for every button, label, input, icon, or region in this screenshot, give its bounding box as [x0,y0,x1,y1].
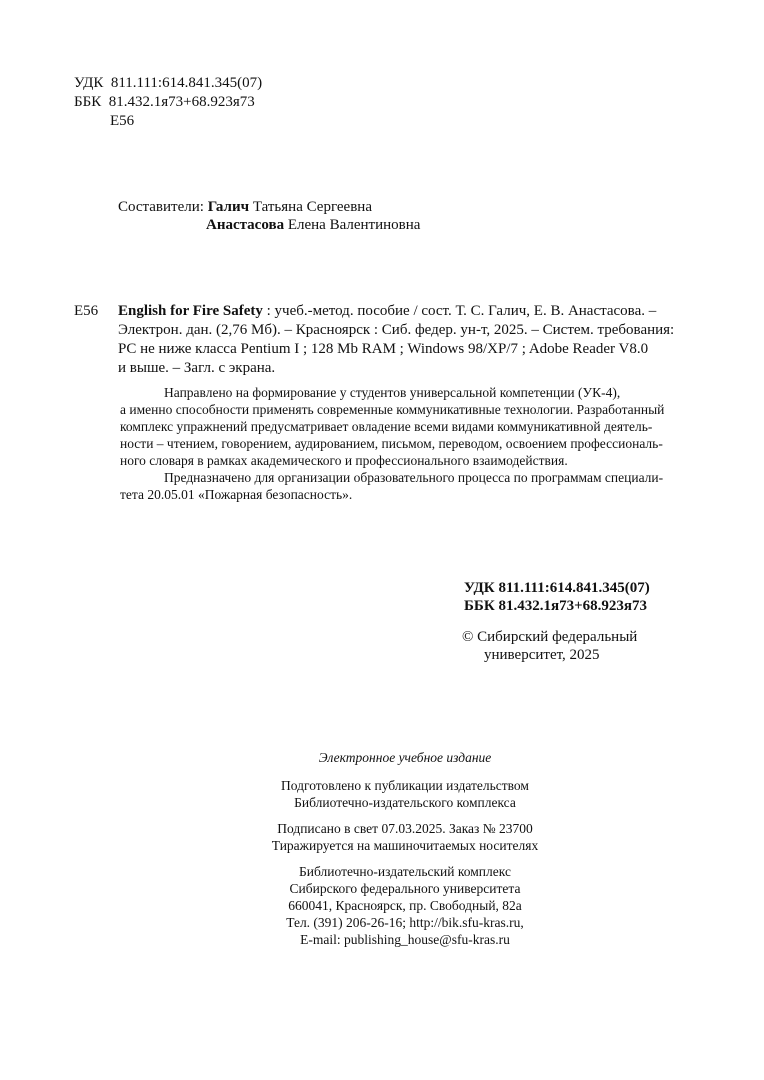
copyright-line-1: © Сибирский федеральный [462,629,638,645]
annotation-line: а именно способности применять современные коммуникативные технологии. Разработанный [120,402,665,417]
annotation-line: ности – чтением, говорением, аудированием, письмом, переводом, освоением профессиональ- [120,436,663,451]
compilers-line-1 [118,198,372,217]
publisher-address: 660041, Красноярск, пр. Свободный, 82а [288,898,522,913]
signed-block [150,820,660,854]
annotation-line: Направлено на формирование у студентов универсальной компетенции (УК-4), [164,385,621,400]
annotation [120,384,690,503]
compiler-1-surname: Галич [207,199,250,215]
top-udk-label: УДК [74,75,104,91]
annotation-line: комплекс упражнений предусматривает овладение всеми видами коммуникативной деятель- [120,419,653,434]
publisher-email: E-mail: publishing_house@sfu-kras.ru [300,932,510,947]
signed-line: Подписано в свет 07.03.2025. Заказ № 23700 [277,821,533,836]
top-bbk-value: 81.432.1я73+68.923я73 [108,94,255,110]
copyright-line-2: университет, 2025 [484,647,600,663]
top-udk [74,74,262,93]
top-author-mark: Е56 [110,113,135,129]
bottom-udk: УДК 811.111:614.841.345(07) [464,580,650,596]
prepared-line: Библиотечно-издательского комплекса [294,795,516,810]
record-line-3: PC не ниже класса Pentium I ; 128 Mb RAM ; Windows 98/XP/7 ; Adobe Reader V8.0 [118,341,649,357]
bibliographic-record [118,302,690,378]
top-bbk [74,93,255,112]
compiler-2-surname: Анастасова [206,217,285,233]
prepared-block [150,777,660,811]
edition-type: Электронное учебное издание [318,750,492,765]
record-line-2: Электрон. дан. (2,76 Мб). – Красноярск : Сиб. федер. ун-т, 2025. – Систем. требования: [118,322,675,338]
compilers-line-2 [206,216,420,235]
record-mark: Е56 [74,303,99,319]
bottom-bbk: ББК 81.432.1я73+68.923я73 [464,598,647,614]
annotation-line: ного словаря в рамках академического и профессионального взаимодействия. [120,453,568,468]
prepared-line: Подготовлено к публикации издательством [281,778,529,793]
top-udk-value: 811.111:614.841.345(07) [110,75,263,91]
signed-line: Тиражируется на машиночитаемых носителях [271,838,539,853]
annotation-line: тета 20.05.01 «Пожарная безопасность». [120,487,353,502]
annotation-line: Предназначено для организации образовательного процесса по программам специали- [164,470,664,485]
publisher-phone-website: Тел. (391) 206-26-16; http://bik.sfu-kras.ru, [286,915,524,930]
book-title: English for Fire Safety [118,303,263,319]
top-bbk-label: ББК [74,94,102,110]
publisher-line: Сибирского федерального университета [289,881,521,896]
record-line-1 [118,302,690,321]
compiler-2-name: Елена Валентиновна [287,217,421,233]
record-line-4: и выше. – Загл. с экрана. [118,360,276,376]
publisher-block [150,863,660,948]
record-line-1-rest: : учеб.-метод. пособие / сост. Т. С. Галич, Е. В. Анастасова. – [262,303,657,319]
compiler-1-name: Татьяна Сергеевна [252,199,372,215]
compilers-label: Составители: [118,199,204,215]
publisher-line: Библиотечно-издательский комплекс [299,864,511,879]
